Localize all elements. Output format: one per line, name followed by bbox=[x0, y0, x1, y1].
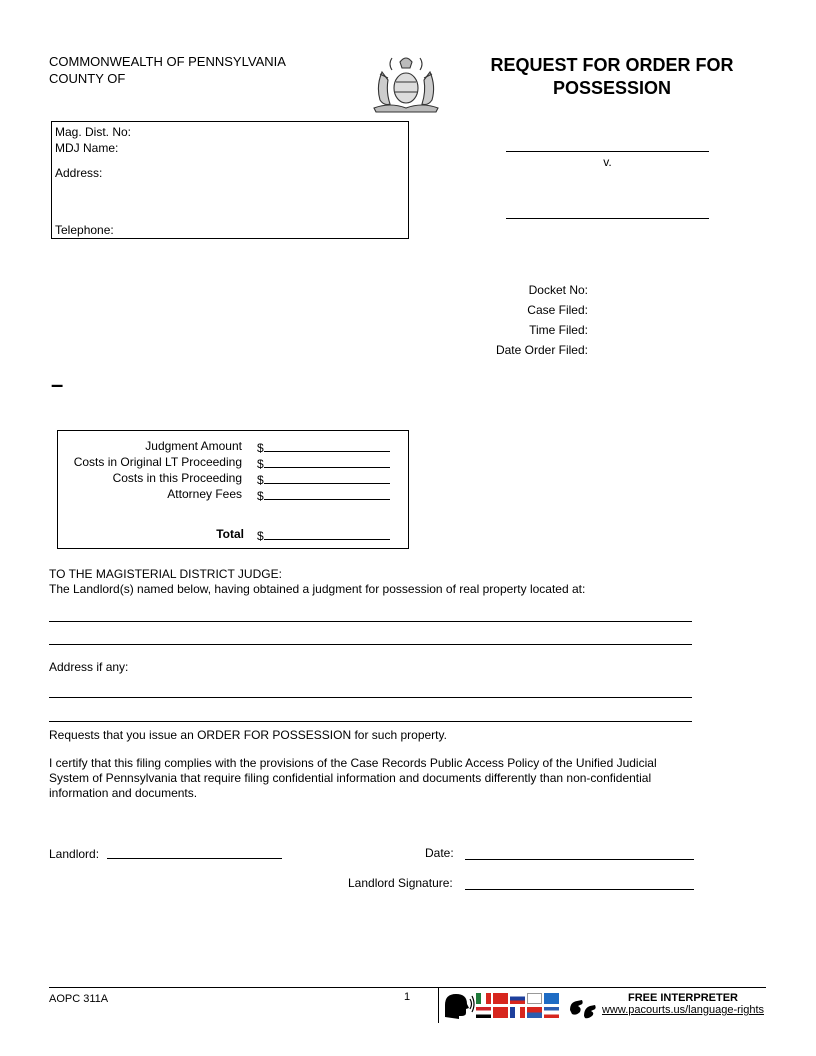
speaking-head-icon bbox=[441, 991, 475, 1021]
case-filed-label: Case Filed: bbox=[527, 303, 588, 317]
page-title bbox=[470, 54, 754, 100]
signature-line[interactable] bbox=[465, 889, 694, 890]
attorney-fees-field[interactable] bbox=[257, 487, 390, 503]
defendant-line[interactable] bbox=[506, 218, 709, 219]
mexico-flag-icon bbox=[476, 993, 491, 1004]
footer-divider bbox=[438, 987, 439, 1023]
time-filed-label: Time Filed: bbox=[529, 323, 588, 337]
interpreter-notice bbox=[600, 992, 766, 1016]
total-label: Total bbox=[216, 527, 244, 541]
currency-sign: $ bbox=[257, 489, 264, 503]
original-lt-costs-field[interactable] bbox=[257, 455, 390, 471]
original-lt-costs-label: Costs in Original LT Proceeding bbox=[73, 455, 242, 469]
date-line[interactable] bbox=[465, 859, 694, 860]
seal-icon bbox=[370, 52, 442, 114]
total-field[interactable] bbox=[257, 527, 390, 543]
somalia-flag-icon bbox=[544, 993, 559, 1004]
certify-line-3: information and documents. bbox=[49, 786, 198, 800]
telephone-label: Telephone: bbox=[55, 223, 114, 237]
certify-line-1: I certify that this filing complies with the provisions of the Case Records Public Access Policy of the Unified Judicial bbox=[49, 756, 657, 770]
haiti-flag-icon bbox=[544, 1007, 559, 1018]
docket-no-label: Docket No: bbox=[528, 283, 588, 297]
date-label: Date: bbox=[425, 846, 454, 860]
china-flag-icon bbox=[493, 993, 508, 1004]
plaintiff-line[interactable] bbox=[506, 151, 709, 152]
to-judge-heading: TO THE MAGISTERIAL DISTRICT JUDGE: bbox=[49, 567, 282, 581]
judgment-amount-field[interactable] bbox=[257, 439, 390, 455]
proceeding-costs-field[interactable] bbox=[257, 471, 390, 487]
interpreter-title: FREE INTERPRETER bbox=[627, 992, 738, 1004]
request-statement: Requests that you issue an ORDER FOR POSSESSION for such property. bbox=[49, 728, 447, 742]
signature-label: Landlord Signature: bbox=[348, 876, 453, 890]
currency-sign: $ bbox=[257, 529, 264, 543]
versus-label: v. bbox=[603, 155, 612, 169]
footer-rule bbox=[49, 987, 766, 988]
property-line-2[interactable] bbox=[49, 644, 692, 645]
costs-box bbox=[57, 430, 409, 549]
landlord-name-line[interactable] bbox=[107, 858, 282, 859]
dash-mark: – bbox=[51, 372, 64, 397]
vietnam-flag-icon bbox=[493, 1007, 508, 1018]
judgment-amount-label: Judgment Amount bbox=[145, 439, 242, 453]
korea-flag-icon bbox=[527, 993, 542, 1004]
property-line-1[interactable] bbox=[49, 621, 692, 622]
currency-sign: $ bbox=[257, 473, 264, 487]
date-order-filed-label: Date Order Filed: bbox=[495, 343, 588, 357]
address-if-any-label: Address if any: bbox=[49, 660, 129, 674]
certification-text bbox=[49, 756, 689, 801]
proceeding-costs-label: Costs in this Proceeding bbox=[112, 471, 242, 485]
france-flag-icon bbox=[510, 1007, 525, 1018]
russia-flag-icon bbox=[510, 993, 525, 1004]
title-line-1: REQUEST FOR ORDER FOR bbox=[490, 55, 734, 75]
commonwealth-label: COMMONWEALTH OF PENNSYLVANIA bbox=[49, 54, 286, 69]
court-info-box bbox=[51, 121, 409, 239]
address-label: Address: bbox=[55, 166, 103, 180]
landlord-label: Landlord: bbox=[49, 847, 100, 861]
county-label: COUNTY OF bbox=[49, 71, 126, 86]
mdj-name-label: MDJ Name: bbox=[55, 141, 119, 155]
mag-dist-label: Mag. Dist. No: bbox=[55, 125, 132, 139]
form-number: AOPC 311A bbox=[49, 993, 109, 1005]
attorney-fees-label: Attorney Fees bbox=[167, 487, 242, 501]
interpreter-link[interactable]: www.pacourts.us/language-rights bbox=[601, 1004, 765, 1016]
certify-line-2: System of Pennsylvania that require filing confidential information and documents differently than non-confidential bbox=[49, 771, 652, 785]
currency-sign: $ bbox=[257, 457, 264, 471]
language-flags bbox=[476, 993, 568, 1021]
address-line-1[interactable] bbox=[49, 697, 692, 698]
sign-language-hands-icon bbox=[568, 996, 598, 1020]
address-line-2[interactable] bbox=[49, 721, 692, 722]
currency-sign: $ bbox=[257, 441, 264, 455]
arabic-flag-icon bbox=[476, 1007, 491, 1018]
page-number: 1 bbox=[404, 991, 411, 1003]
landlord-statement: The Landlord(s) named below, having obtained a judgment for possession of real property located at: bbox=[49, 582, 586, 596]
title-line-2: POSSESSION bbox=[552, 78, 672, 98]
nepal-flag-icon bbox=[527, 1007, 542, 1018]
